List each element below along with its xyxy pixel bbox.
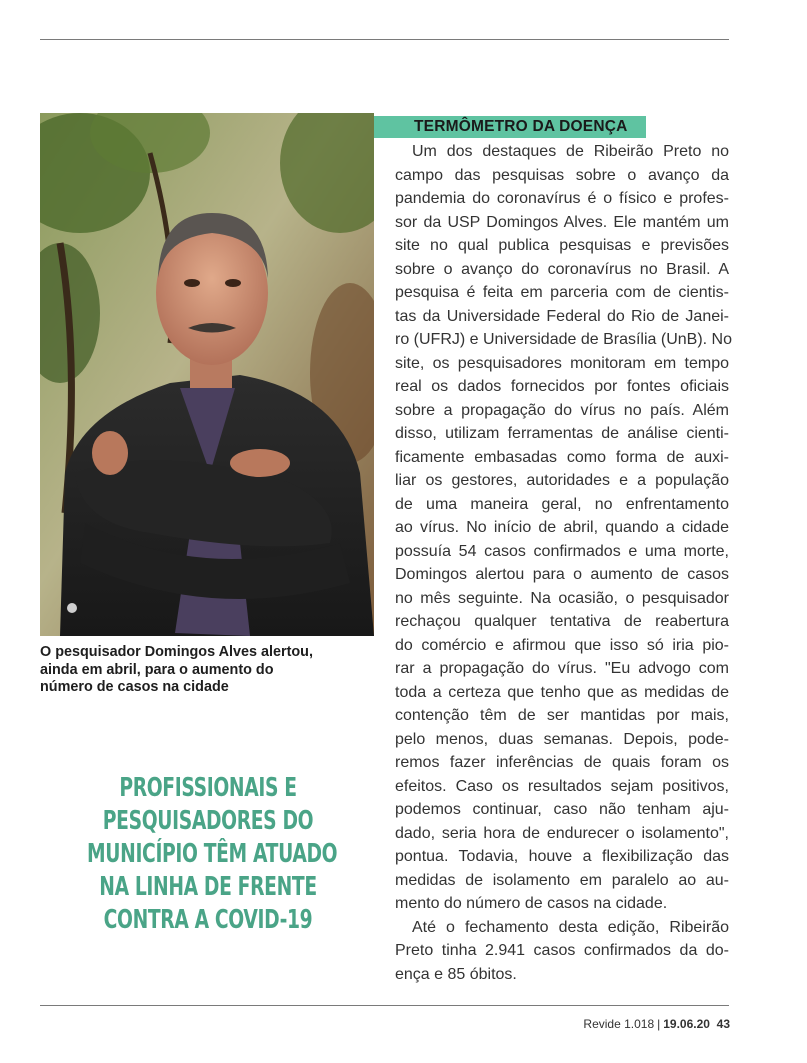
photo-caption (40, 644, 340, 697)
pull-quote-line: CONTRA A COVID-19 (103, 905, 313, 935)
article-line: dado, seria hora de endurecer o isolamento", (395, 824, 729, 842)
article-line: campo das pesquisas sobre o avanço da (395, 166, 729, 184)
article-line: sobre o avanço do coronavírus no Brasil. A (395, 260, 729, 278)
portrait-photo (40, 113, 374, 636)
article-line: possuía 54 casos confirmados e uma morte, (395, 542, 729, 560)
article-line: Um dos destaques de Ribeirão Preto no (412, 143, 729, 160)
article-line: pontua. Todavia, houve a flexibilização das (395, 848, 729, 865)
issue-date: 19.06.20 (663, 1017, 710, 1031)
pull-quote-line: PESQUISADORES DO (102, 806, 314, 836)
article-line: pandemia do coronavírus é o físico e profes- (395, 190, 729, 207)
article-line: medidas de isolamento em paralelo ao au- (395, 871, 729, 889)
article-body (395, 140, 732, 986)
magazine-issue: Revide 1.018 (583, 1017, 655, 1031)
article-line: remos fazer inferências de quais foram os (395, 754, 729, 771)
article-line: de uma maneira geral, no enfrentamento (395, 495, 729, 513)
top-rule (40, 39, 729, 40)
pull-quote (87, 772, 338, 937)
bottom-rule (40, 1005, 729, 1006)
article-line: site no qual publica pesquisas e previsões (395, 237, 729, 254)
article-line: do comércio e afirmou que isso só iria pio- (395, 636, 729, 654)
article-line: toda a certeza que tenho que as medidas de (395, 683, 729, 701)
article-line: Até o fechamento desta edição, Ribeirão (412, 918, 729, 936)
article-line: Preto tinha 2.941 casos confirmados da do- (395, 942, 729, 959)
article-line: sor da USP Domingos Alves. Ele mantém um (395, 213, 729, 231)
pull-quote-line: NA LINHA DE FRENTE (99, 872, 317, 902)
article-line: sobre a propagação do vírus no país. Além (395, 401, 729, 419)
article-line: ença e 85 óbitos. (395, 965, 517, 983)
article-line: liar os gestores, autoridades e a população (395, 472, 729, 489)
pull-quote-line: PROFISSIONAIS E (119, 773, 297, 803)
article-line: podemos continuar, caso não tenham aju- (395, 801, 729, 818)
article-line: mento do número de casos na cidade. (395, 895, 668, 912)
section-header (374, 116, 646, 138)
page-number: 43 (716, 1017, 730, 1031)
caption-line: O pesquisador Domingos Alves alertou, (40, 644, 313, 660)
caption-line: ainda em abril, para o aumento do (40, 661, 274, 678)
article-line: pelo menos, duas semanas. Depois, pode- (395, 730, 729, 748)
article-line: ro (UFRJ) e Universidade de Brasília (UnB). No (395, 331, 732, 348)
article-line: tas da Universidade Federal do Rio de Janei- (395, 307, 729, 325)
article-line: pesquisa é feita em parceria com de cientis- (395, 284, 729, 301)
article-line: rar a propagação do vírus. "Eu advogo com (395, 660, 729, 677)
article-line: real os dados fornecidos por fontes oficiais (395, 378, 729, 395)
article-line: ficamente embasadas como forma de auxi- (395, 448, 729, 466)
article-line: no mês seguinte. Na ocasião, o pesquisador (395, 589, 729, 607)
article-line: efeitos. Caso os resultados sejam positivos, (395, 777, 729, 795)
article-line: disso, utilizam ferramentas de análise cienti- (395, 425, 729, 442)
footer-separator: | (657, 1017, 661, 1031)
article-line: contenção têm de ser mantidas por mais, (395, 707, 729, 724)
article-line: ao vírus. No início de abril, quando a cidade (395, 519, 729, 536)
article-line: site, os pesquisadores monitoram em tempo (395, 354, 729, 372)
page-footer (560, 1017, 730, 1031)
pull-quote-line: MUNICÍPIO TÊM ATUADO (87, 839, 338, 869)
article-line: rechaçou qualquer tentativa de reabertura (395, 613, 729, 630)
article-line: Domingos alertou para o aumento de casos (395, 566, 729, 583)
caption-line: número de casos na cidade (40, 679, 229, 695)
section-header-label: TERMÔMETRO DA DOENÇA (414, 118, 628, 135)
